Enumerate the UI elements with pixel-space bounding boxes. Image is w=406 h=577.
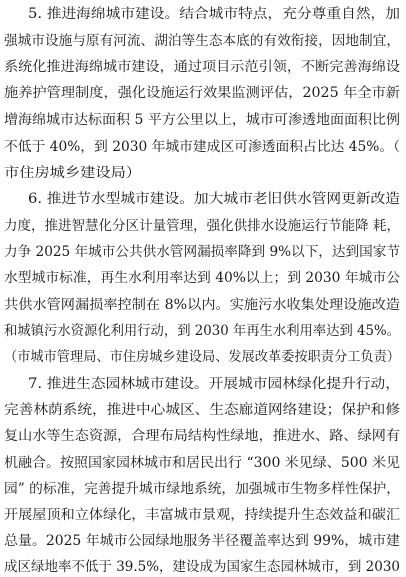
para6-line2: 力度，推进智慧化分区计量管理，强化供排水设施运行节能降 耗， bbox=[4, 218, 400, 234]
para5-line3: 系统化推进海绵城市建设，通过项目示范引领，不断完善海绵设 bbox=[4, 59, 400, 75]
para7-line2: 完善林荫系统，推进中心城区、生态廊道网络建设；保护和修 bbox=[4, 402, 400, 418]
para7-line4: 机融合。按照国家园林城市和居民出行 “300 米见绿、500 米见 bbox=[4, 455, 400, 471]
para5-line2: 强城市设施与原有河流、湖泊等生态本底的有效衔接，因地制宜， bbox=[4, 33, 400, 49]
para7-line3: 复山水等生态资源，合理布局结构性绿地，推进水、路、绿网有 bbox=[4, 428, 400, 444]
para6-line3: 力争 2025 年城市公共供水管网漏损率降到 9%以下，达到国家节 bbox=[4, 244, 401, 260]
para5-line7: 市住房城乡建设局） bbox=[4, 165, 142, 181]
para6-line4: 水型城市标准，再生水利用率达到 40%以上；到 2030 年城市公 bbox=[4, 270, 400, 286]
para6-line6: 和城镇污水资源化利用行动，到 2030 年再生水利用率达到 45%。 bbox=[4, 323, 400, 339]
para6-line7: （市城市管理局、市住房城乡建设局、发展改革委按职责分工负责） bbox=[4, 349, 400, 365]
para7-line6: 开展屋顶和立体绿化，丰富城市景观，持续提升生态效益和碳汇 bbox=[4, 507, 400, 523]
para7-line7: 总量。2025 年城市公园绿地服务半径覆盖率达到 99%，城市建 bbox=[4, 533, 401, 549]
para7-line8: 成区绿地率不低于 39.5%，建设成为国家生态园林城市，到 2030 bbox=[4, 559, 400, 575]
para5-line5: 增海绵城市达标面积 5 平方公里以上，城市可渗透地面面积比例 bbox=[4, 112, 400, 128]
para6-line1: 6. 推进节水型城市建设。加大城市老旧供水管网更新改造 bbox=[28, 191, 401, 207]
para7-line5: 园” 的标准，完善提升城市绿地系统，加强城市生物多样性保护， bbox=[4, 481, 400, 497]
para7-line1: 7. 推进生态园林城市建设。开展城市园林绿化提升行动， bbox=[28, 376, 401, 392]
para5-line6: 不低于 40%，到 2030 年城市建成区可渗透面积占比达 45%。（ bbox=[4, 139, 400, 155]
para5-line1: 5. 推进海绵城市建设。结合城市特点，充分尊重自然，加 bbox=[28, 6, 401, 22]
para6-line5: 共供水管网漏损率控制在 8%以内。实施污水收集处理设施改造 bbox=[4, 297, 400, 313]
para5-line4: 施养护管理制度，强化设施运行效果监测评估，2025 年全市新 bbox=[4, 85, 401, 101]
